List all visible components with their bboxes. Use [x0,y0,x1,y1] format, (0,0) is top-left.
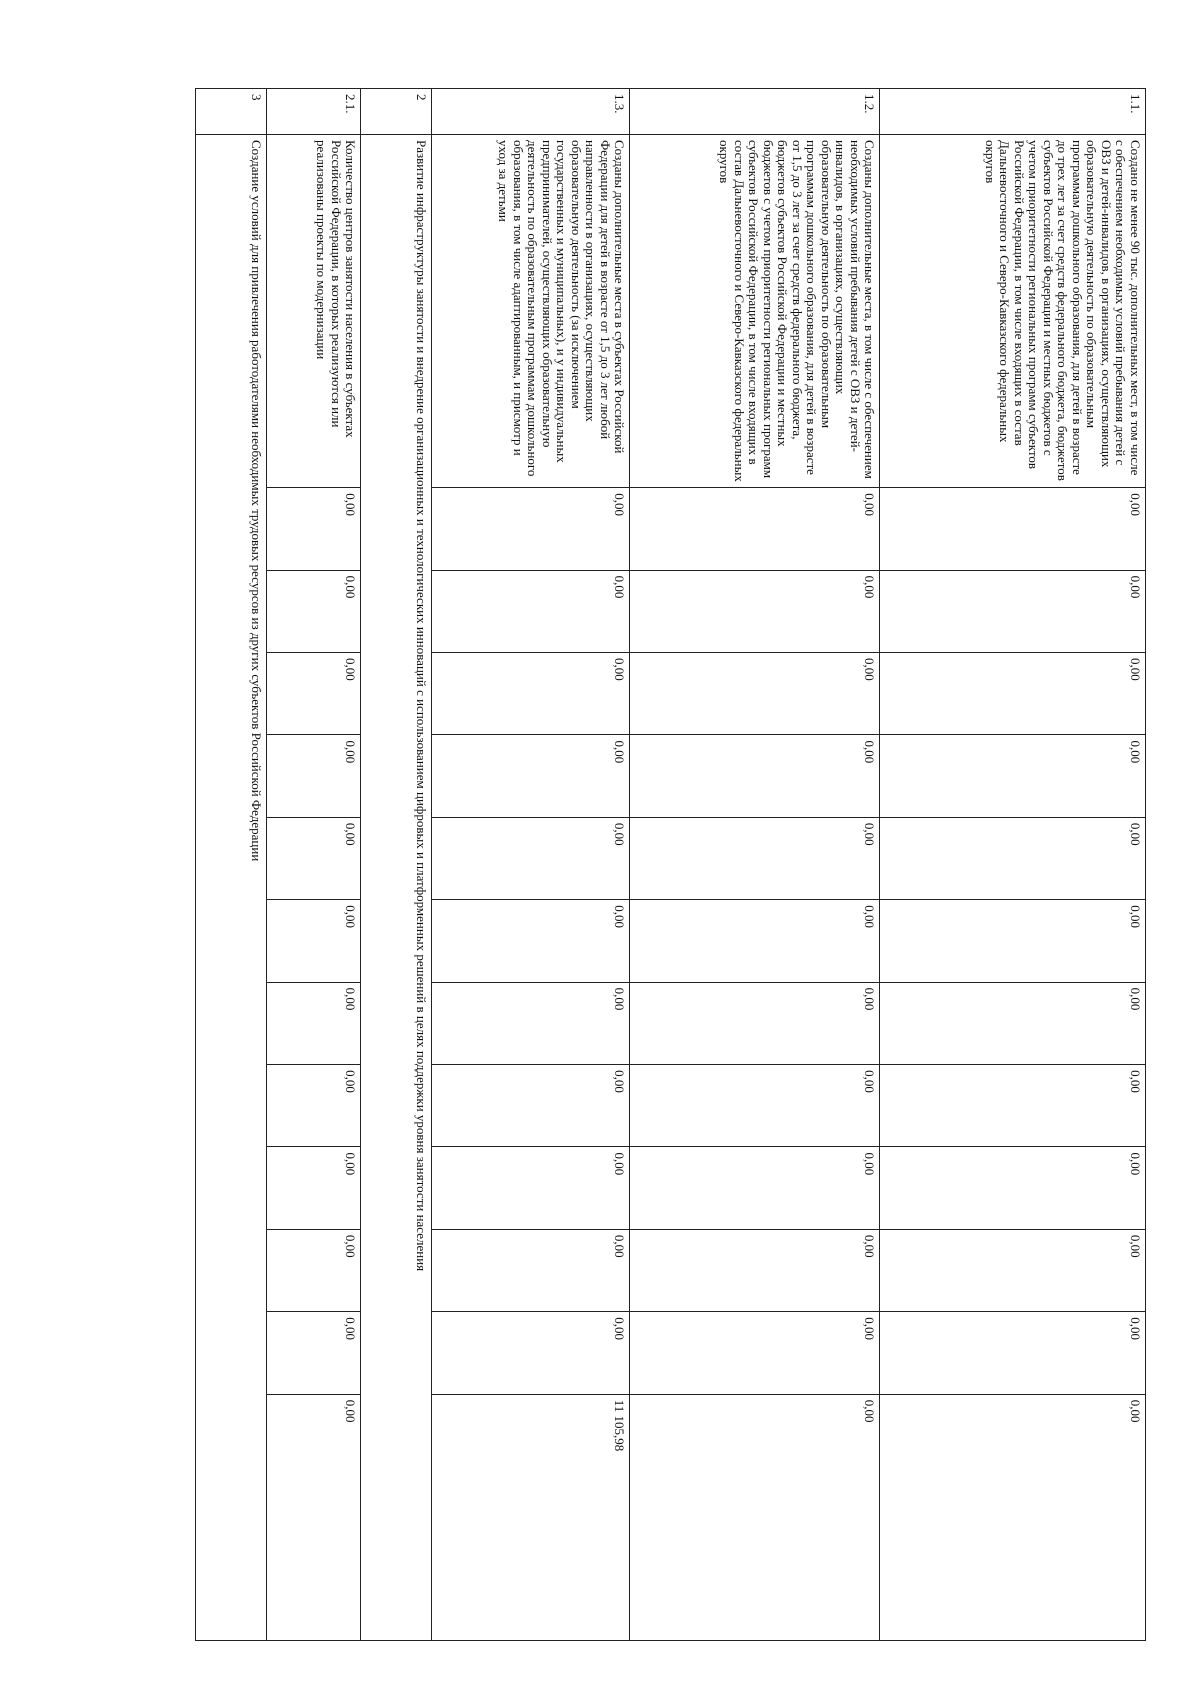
value-cell: 0,00 [267,570,361,652]
value-cell: 0,00 [880,1147,1146,1229]
value-cell: 0,00 [432,982,630,1064]
value-cell: 0,00 [267,817,361,899]
value-cell: 0,00 [630,1147,880,1229]
value-cell: 0,00 [880,1229,1146,1311]
value-cell: 0,00 [432,1312,630,1394]
value-cell: 0,00 [267,982,361,1064]
row-description: Создано не менее 90 тыс. дополнительных мест, в том числе с обеспечением необходимых условий пребывания детей с ОВЗ и детей-инвалидов, в организациях, осуществляющих образовательную деятельность по образовательным программам дошкольного образования, для детей в возрасте до трех лет за счет средств федерального бюджета, бюджетов субъектов Российской Федерации и местных бюджетов с учетом приоритетности региональных программ субъектов Российской Федерации, в том числе входящих в состав Дальневосточного и Северо-Кавказского федеральных округов [880,135,1146,488]
value-cell: 0,00 [880,653,1146,735]
value-cell: 0,00 [880,488,1146,570]
value-cell: 0,00 [630,1065,880,1147]
value-cell: 0,00 [880,1312,1146,1394]
value-cell: 0,00 [432,1065,630,1147]
value-cell: 0,00 [267,1394,361,1640]
value-cell: 11 105,98 [432,1394,630,1640]
section-title: Создание условий для привлечения работодателями необходимых трудовых ресурсов из других субъектов Российской Федерации [196,135,267,1641]
budget-table [195,88,1146,1641]
value-cell: 0,00 [880,900,1146,982]
value-cell: 0,00 [630,1229,880,1311]
value-cell: 0,00 [630,1312,880,1394]
row-description: Количество центров занятости населения в субъектах Российской Федерации, в которых реализуются или реализованы проекты по модернизации [267,135,361,488]
value-cell: 0,00 [880,817,1146,899]
value-cell: 0,00 [630,735,880,817]
value-cell: 0,00 [880,1065,1146,1147]
table-row [630,89,880,1641]
row-number: 1.1. [880,89,1146,135]
value-cell: 0,00 [432,900,630,982]
row-description: Созданы дополнительные места, в том числе с обеспечением необходимых условий пребывания детей с ОВЗ и детей-инвалидов, в организациях, осуществляющих образовательную деятельность по образовательным программам дошкольного образования, для детей в возрасте от 1,5 до 3 лет за счет средств федерального бюджета, бюджетов субъектов Российской Федерации и местных бюджетов с учетом приоритетности региональных программ субъектов Российской Федерации, в том числе входящих в состав Дальневосточного и Северо-Кавказского федеральных округов [630,135,880,488]
table-row [267,89,361,1641]
value-cell: 0,00 [630,982,880,1064]
value-cell: 0,00 [267,1147,361,1229]
row-description: Созданы дополнительные места в субъектах Российской Федерации для детей в возрасте от 1,5 до 3 лет любой направленности в организациях, осуществляющих образовательную деятельность (за исключением государственных и муниципальных), и у индивидуальных предпринимателей, осуществляющих образовательную деятельность по образовательным программам дошкольного образования, в том числе адаптированным, и присмотр и уход за детьми [432,135,630,488]
value-cell: 0,00 [432,1147,630,1229]
section-number: 2 [361,89,432,135]
value-cell: 0,00 [880,570,1146,652]
value-cell: 0,00 [267,1229,361,1311]
table-row [432,89,630,1641]
value-cell: 0,00 [432,817,630,899]
value-cell: 0,00 [880,1394,1146,1640]
section-number: 3 [196,89,267,135]
value-cell: 0,00 [267,653,361,735]
value-cell: 0,00 [630,653,880,735]
table-row [880,89,1146,1641]
section-row [196,89,267,1641]
value-cell: 0,00 [880,735,1146,817]
value-cell: 0,00 [267,735,361,817]
value-cell: 0,00 [267,1065,361,1147]
value-cell: 0,00 [432,1229,630,1311]
row-number: 1.2. [630,89,880,135]
row-number: 1.3. [432,89,630,135]
rotated-page [195,88,1146,1641]
value-cell: 0,00 [630,1394,880,1640]
value-cell: 0,00 [432,570,630,652]
value-cell: 0,00 [630,817,880,899]
value-cell: 0,00 [267,900,361,982]
value-cell: 0,00 [432,735,630,817]
value-cell: 0,00 [880,982,1146,1064]
value-cell: 0,00 [630,570,880,652]
value-cell: 0,00 [630,900,880,982]
row-number: 2.1. [267,89,361,135]
section-title: Развитие инфраструктуры занятости и внедрение организационных и технологических инноваций с использованием цифровых и платформенных решений в целях поддержки уровня занятости населения [361,135,432,1641]
section-row [361,89,432,1641]
value-cell: 0,00 [432,488,630,570]
value-cell: 0,00 [267,488,361,570]
value-cell: 0,00 [267,1312,361,1394]
value-cell: 0,00 [432,653,630,735]
value-cell: 0,00 [630,488,880,570]
